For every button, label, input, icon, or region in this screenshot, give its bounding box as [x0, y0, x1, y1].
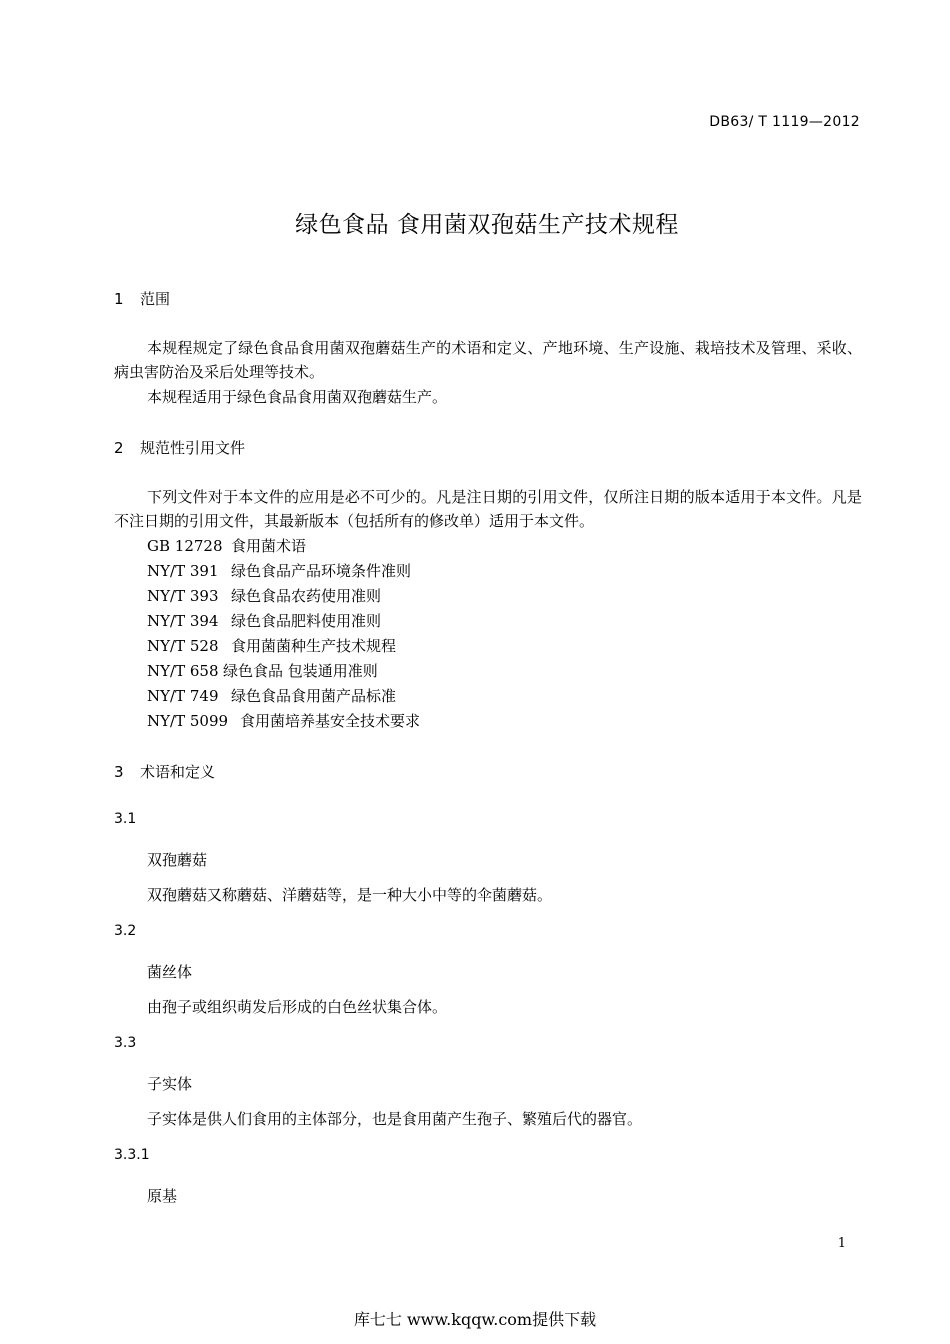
term-name: 双孢蘑菇 [147, 851, 208, 869]
reference-item [147, 584, 381, 608]
reference-code: NY/T 393 [147, 587, 219, 605]
reference-item [147, 659, 378, 683]
section-number: 2 [114, 439, 124, 457]
scope-paragraph-1: 本规程规定了绿色食品食用菌双孢蘑菇生产的术语和定义、产地环境、生产设施、栽培技术及管理、采收、病虫害防治及采后处理等技术。 [114, 339, 862, 381]
reference-code: NY/T 391 [147, 562, 219, 580]
term-definition: 子实体是供人们食用的主体部分，也是食用菌产生孢子、繁殖后代的器官。 [147, 1110, 643, 1128]
section-number: 3 [114, 763, 124, 781]
reference-title: 绿色食品食用菌产品标准 [231, 687, 397, 705]
term-number: 3.1 [114, 811, 137, 827]
scope-paragraph-2: 本规程适用于绿色食品食用菌双孢蘑菇生产。 [147, 388, 448, 406]
reference-item [147, 709, 420, 733]
page-title: 绿色食品 食用菌双孢菇生产技术规程 [295, 212, 679, 238]
reference-code: NY/T 749 [147, 687, 219, 705]
section-heading-scope [114, 288, 170, 309]
section-title: 范围 [140, 290, 171, 308]
section-title: 术语和定义 [140, 763, 216, 781]
section-heading-terms [114, 761, 215, 782]
reference-title: 食用菌培养基安全技术要求 [240, 712, 421, 730]
reference-title: 绿色食品肥料使用准则 [231, 612, 382, 630]
term-name: 子实体 [147, 1075, 193, 1093]
reference-code: NY/T 528 [147, 637, 219, 655]
reference-item [147, 609, 381, 633]
reference-item [147, 559, 411, 583]
term-number: 3.2 [114, 923, 137, 939]
reference-title: 绿色食品产品环境条件准则 [231, 562, 412, 580]
term-definition: 双孢蘑菇又称蘑菇、洋蘑菇等，是一种大小中等的伞菌蘑菇。 [147, 886, 553, 904]
term-number: 3.3.1 [114, 1147, 150, 1163]
reference-item [147, 534, 306, 558]
reference-item [147, 634, 396, 658]
download-footer: 库七七 www.kqqw.com提供下载 [353, 1310, 597, 1329]
reference-code: GB 12728 [147, 537, 223, 555]
reference-item [147, 684, 396, 708]
term-number: 3.3 [114, 1035, 137, 1051]
term-name: 菌丝体 [147, 963, 193, 981]
normative-intro: 下列文件对于本文件的应用是必不可少的。凡是注日期的引用文件，仅所注日期的版本适用于本文件。凡是不注日期的引用文件，其最新版本（包括所有的修改单）适用于本文件。 [114, 488, 862, 530]
section-title: 规范性引用文件 [140, 439, 246, 457]
reference-code: NY/T 658 [147, 662, 219, 680]
reference-code: NY/T 394 [147, 612, 219, 630]
document-code: DB63/ T 1119—2012 [709, 114, 860, 130]
page-number: 1 [837, 1236, 846, 1251]
reference-title: 食用菌菌种生产技术规程 [231, 637, 397, 655]
reference-title: 食用菌术语 [231, 537, 307, 555]
reference-title: 绿色食品农药使用准则 [231, 587, 382, 605]
term-definition: 由孢子或组织萌发后形成的白色丝状集合体。 [147, 998, 448, 1016]
reference-code: NY/T 5099 [147, 712, 229, 730]
term-name: 原基 [147, 1187, 178, 1205]
reference-title: 绿色食品 包装通用准则 [223, 662, 378, 680]
section-number: 1 [114, 290, 124, 308]
section-heading-normative [114, 437, 245, 458]
